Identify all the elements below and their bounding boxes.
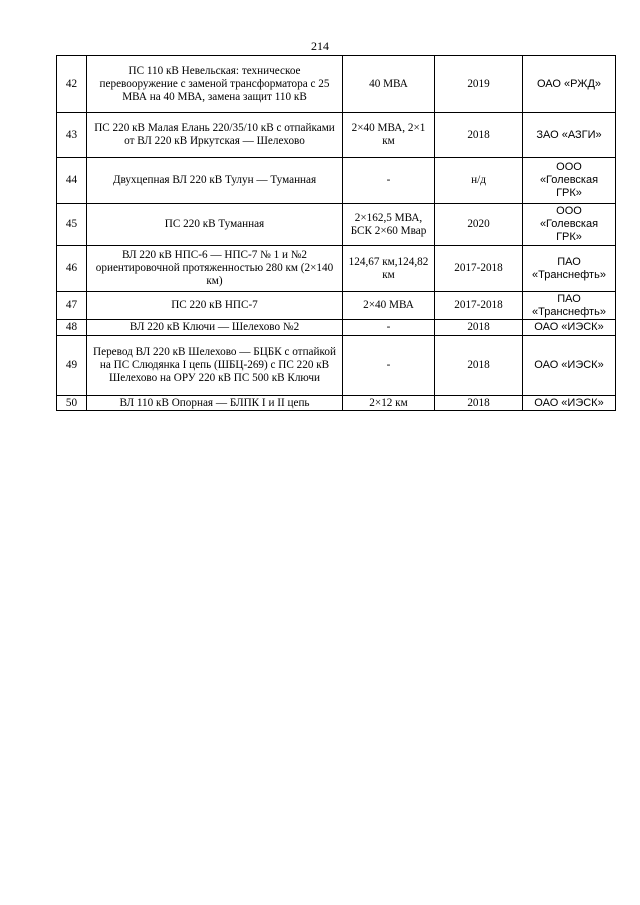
- row-number-cell: 43: [57, 113, 87, 158]
- year-cell: 2019: [435, 56, 523, 113]
- row-number-cell: 42: [57, 56, 87, 113]
- capacity-cell: 124,67 км,124,82 км: [343, 246, 435, 292]
- owner-cell: ООО «Голевская ГРК»: [523, 158, 616, 204]
- table-row: [57, 292, 616, 320]
- table-row: [57, 158, 616, 204]
- year-cell: 2018: [435, 113, 523, 158]
- owner-cell: ОАО «ИЭСК»: [523, 336, 616, 396]
- capacity-cell: -: [343, 336, 435, 396]
- object-name-cell: ВЛ 220 кВ НПС-6 — НПС-7 № 1 и №2 ориентировочной протяженностью 280 км (2×140 км): [87, 246, 343, 292]
- capacity-cell: 2×40 МВА, 2×1 км: [343, 113, 435, 158]
- table-row: [57, 246, 616, 292]
- year-cell: 2018: [435, 396, 523, 411]
- owner-cell: ЗАО «АЗГИ»: [523, 113, 616, 158]
- row-number-cell: 45: [57, 204, 87, 246]
- object-name-cell: ПС 110 кВ Невельская: техническое перевооружение с заменой трансформатора с 25 МВА на 40 МВА, замена защит 110 кВ: [87, 56, 343, 113]
- page-number: 214: [311, 39, 329, 53]
- year-cell: 2017-2018: [435, 292, 523, 320]
- capacity-cell: 40 МВА: [343, 56, 435, 113]
- object-name-cell: ПС 220 кВ Туманная: [87, 204, 343, 246]
- object-name-cell: ПС 220 кВ НПС-7: [87, 292, 343, 320]
- owner-cell: ОАО «ИЭСК»: [523, 396, 616, 411]
- table-row: [57, 113, 616, 158]
- object-name-cell: ПС 220 кВ Малая Елань 220/35/10 кВ с отпайками от ВЛ 220 кВ Иркутская — Шелехово: [87, 113, 343, 158]
- row-number-cell: 50: [57, 396, 87, 411]
- row-number-cell: 46: [57, 246, 87, 292]
- owner-cell: ПАО «Транснефть»: [523, 246, 616, 292]
- row-number-cell: 49: [57, 336, 87, 396]
- row-number-cell: 48: [57, 320, 87, 336]
- table-row: [57, 56, 616, 113]
- capacity-cell: 2×162,5 МВА, БСК 2×60 Мвар: [343, 204, 435, 246]
- table-row: [57, 320, 616, 336]
- object-name-cell: Перевод ВЛ 220 кВ Шелехово — БЦБК с отпайкой на ПС Слюдянка I цепь (ШБЦ-269) с ПС 220 кВ Шелехово на ОРУ 220 кВ ПС 500 кВ Ключи: [87, 336, 343, 396]
- year-cell: 2018: [435, 336, 523, 396]
- capacity-cell: 2×12 км: [343, 396, 435, 411]
- year-cell: 2017-2018: [435, 246, 523, 292]
- table-row: [57, 396, 616, 411]
- capacity-cell: -: [343, 320, 435, 336]
- object-name-cell: ВЛ 220 кВ Ключи — Шелехово №2: [87, 320, 343, 336]
- projects-table: [56, 55, 616, 411]
- year-cell: 2018: [435, 320, 523, 336]
- owner-cell: ООО «Голевская ГРК»: [523, 204, 616, 246]
- capacity-cell: -: [343, 158, 435, 204]
- owner-cell: ОАО «РЖД»: [523, 56, 616, 113]
- row-number-cell: 44: [57, 158, 87, 204]
- object-name-cell: ВЛ 110 кВ Опорная — БЛПК I и II цепь: [87, 396, 343, 411]
- object-name-cell: Двухцепная ВЛ 220 кВ Тулун — Туманная: [87, 158, 343, 204]
- owner-cell: ОАО «ИЭСК»: [523, 320, 616, 336]
- row-number-cell: 47: [57, 292, 87, 320]
- year-cell: 2020: [435, 204, 523, 246]
- capacity-cell: 2×40 МВА: [343, 292, 435, 320]
- year-cell: н/д: [435, 158, 523, 204]
- table-row: [57, 204, 616, 246]
- owner-cell: ПАО «Транснефть»: [523, 292, 616, 320]
- table-row: [57, 336, 616, 396]
